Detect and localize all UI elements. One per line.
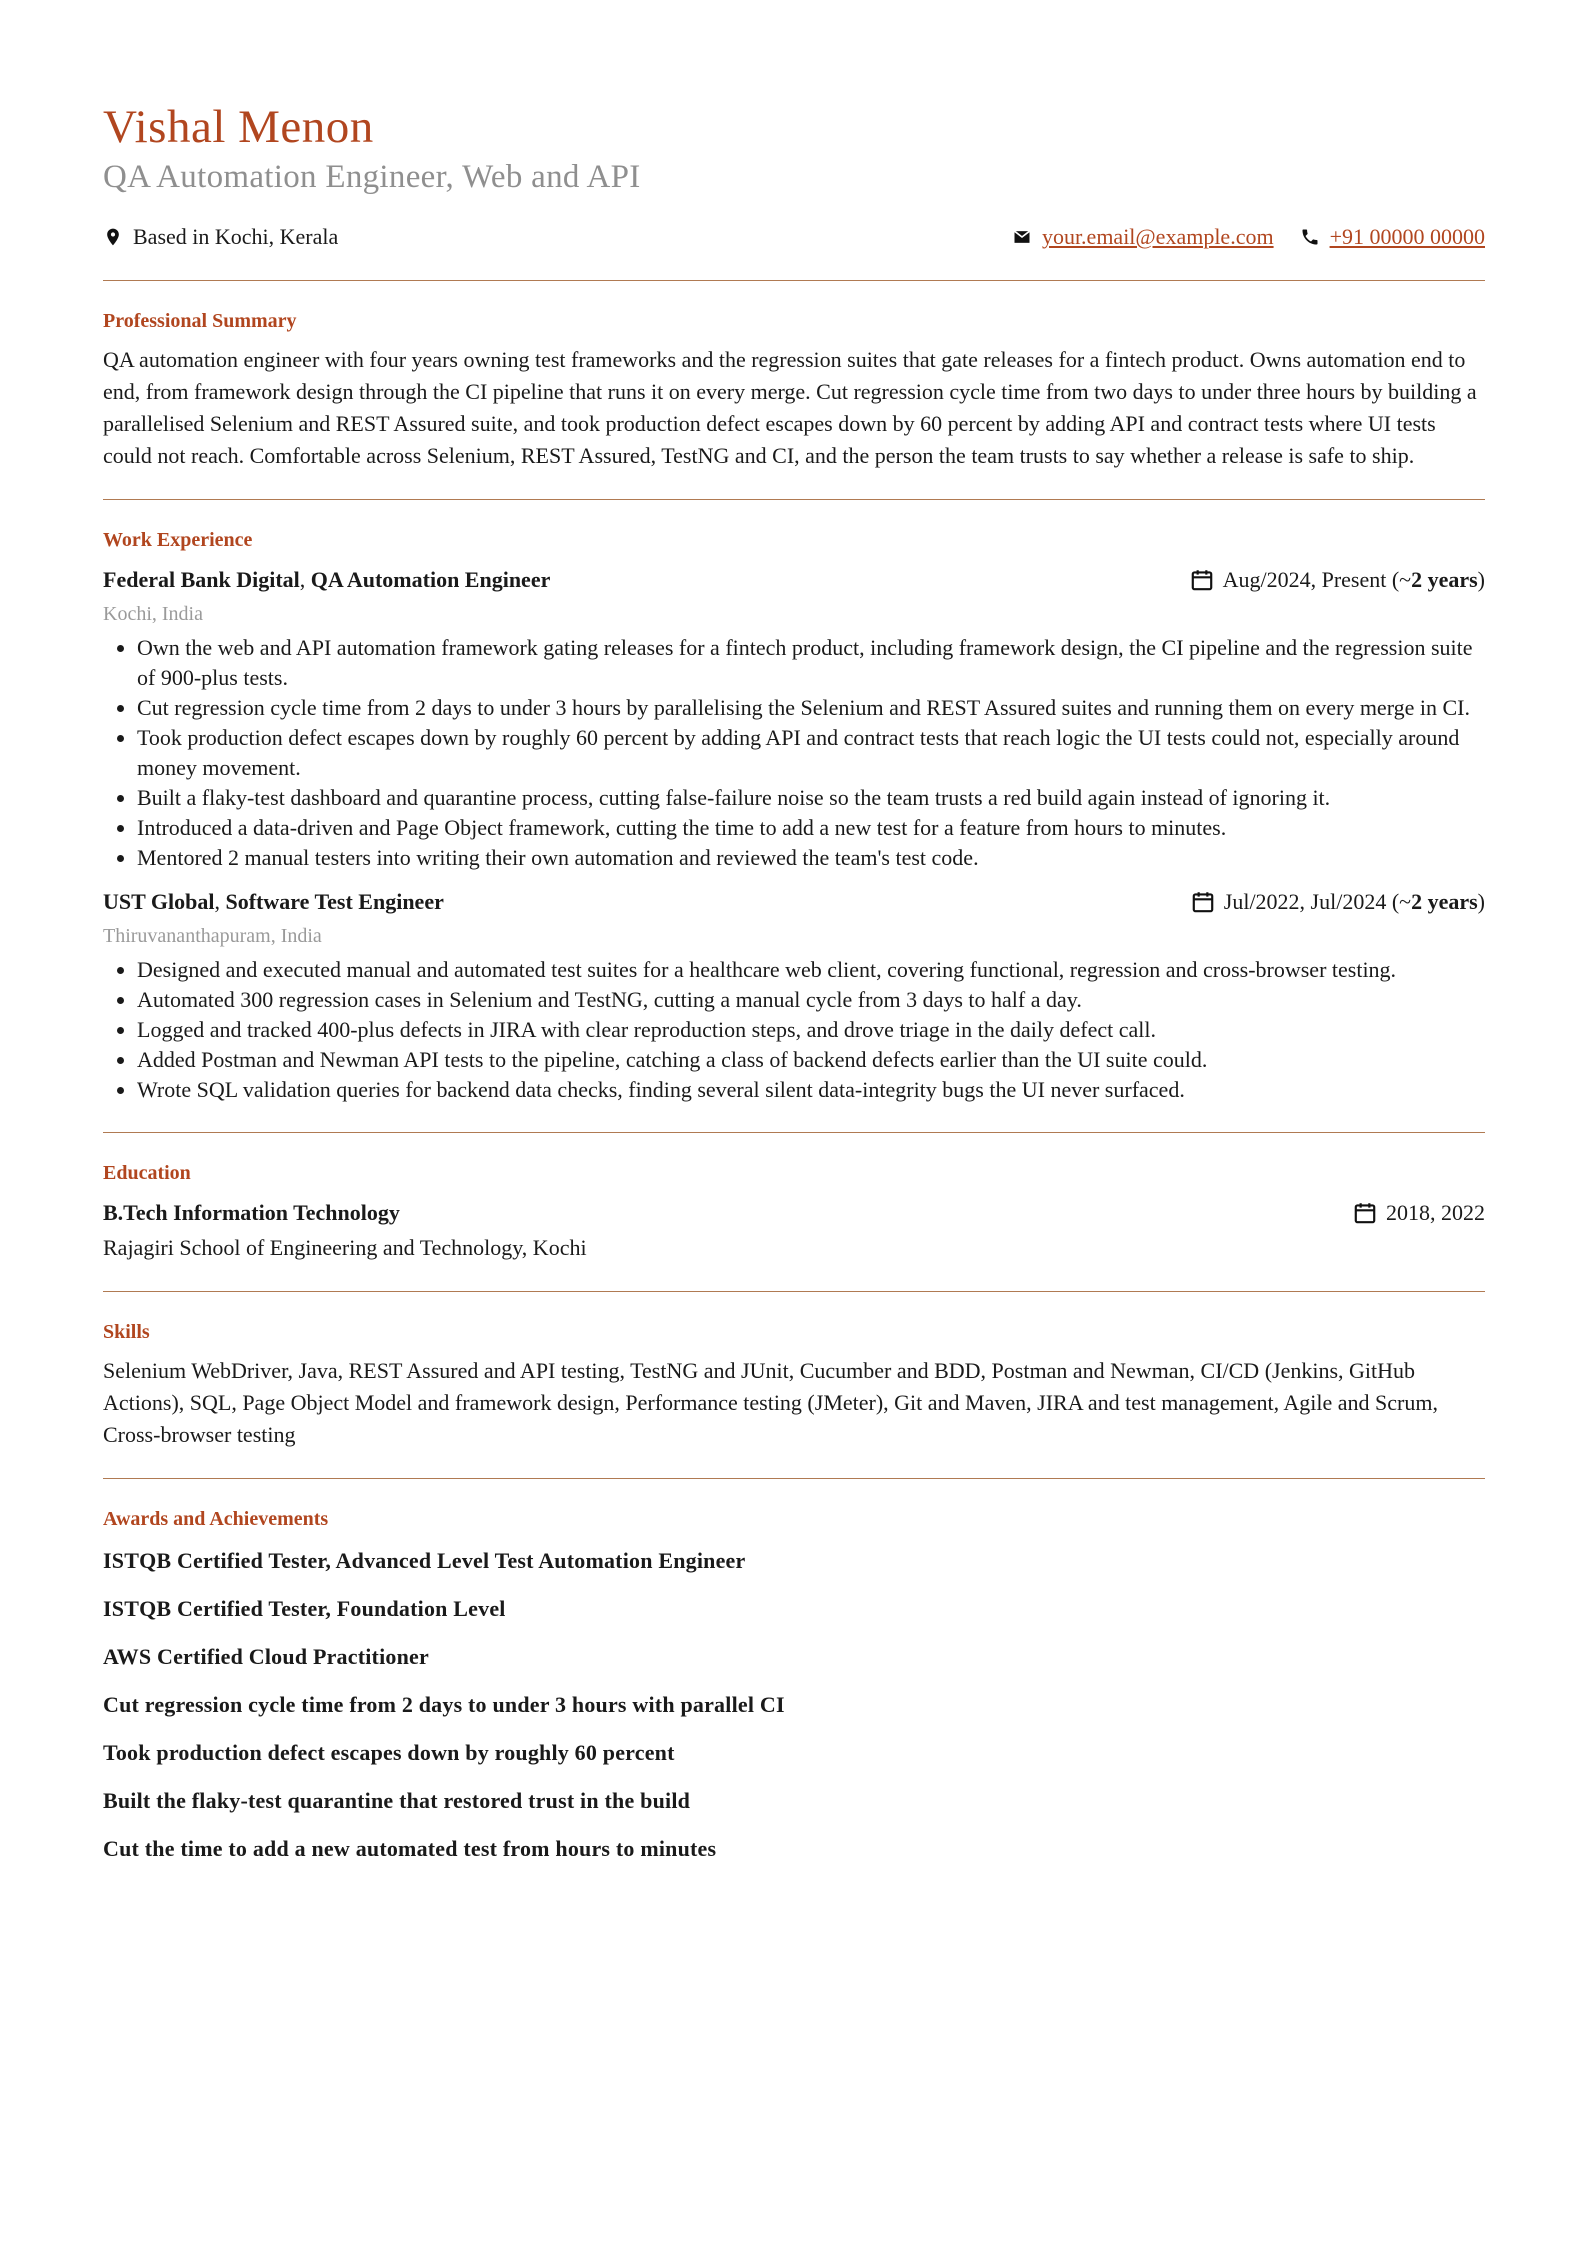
award-item: Cut regression cycle time from 2 days to under 3 hours with parallel CI [103, 1692, 785, 1717]
phone-link[interactable]: +91 00000 00000 [1329, 224, 1485, 249]
phone-item [1300, 224, 1485, 250]
company-name: UST Global [103, 889, 215, 914]
skills-section [103, 1292, 1485, 1478]
section-title: Education [103, 1162, 191, 1184]
job-header [103, 885, 1485, 919]
job-header [103, 563, 1485, 597]
bullet-item: • Logged and tracked 400-plus defects in JIRA with clear reproduction steps, and drove triage in the daily defect call. [137, 1015, 1485, 1045]
calendar-icon [1352, 1200, 1378, 1226]
degree: B.Tech Information Technology [103, 1200, 400, 1225]
bullet-item: • Took production defect escapes down by roughly 60 percent by adding API and contract tests that reach logic the UI tests could not, especially around money movement. [137, 723, 1485, 783]
bullet-item: • Cut regression cycle time from 2 days to under 3 hours by parallelising the Selenium and REST Assured suites and running them on every merge in CI. [137, 693, 1485, 723]
job-role: QA Automation Engineer [310, 567, 551, 592]
job-title-line [103, 885, 444, 919]
award-item: ISTQB Certified Tester, Advanced Level Test Automation Engineer [103, 1548, 746, 1573]
bullet-item: • Wrote SQL validation queries for backend data checks, finding several silent data-integrity bugs the UI never surfaced. [137, 1075, 1485, 1105]
date-suffix: ) [1477, 567, 1485, 592]
location-text: Based in Kochi, Kerala [133, 224, 339, 249]
section-title: Awards and Achievements [103, 1508, 329, 1530]
job-dates [1190, 885, 1485, 919]
bullet-item: • Added Postman and Newman API tests to the pipeline, catching a class of backend defects earlier than the UI suite could. [137, 1045, 1485, 1075]
education-header [103, 1196, 1485, 1230]
calendar-icon [1190, 889, 1216, 915]
map-pin-icon [103, 227, 123, 247]
job-dates [1189, 563, 1485, 597]
envelope-icon [1012, 227, 1032, 247]
award-item: ISTQB Certified Tester, Foundation Level [103, 1596, 506, 1621]
bullet-item: • Introduced a data-driven and Page Object framework, cutting the time to add a new test for a feature from hours to minutes. [137, 813, 1485, 843]
school-name: Rajagiri School of Engineering and Technology, Kochi [103, 1235, 587, 1260]
education-date-range: 2018, 2022 [1386, 1200, 1485, 1225]
section-title: Skills [103, 1321, 150, 1343]
job-role: Software Test Engineer [225, 889, 444, 914]
duration: 2 years [1411, 889, 1478, 914]
title-separator: , [299, 567, 311, 592]
bullet-item: • Automated 300 regression cases in Selenium and TestNG, cutting a manual cycle from 3 days to half a day. [137, 985, 1485, 1015]
skills-text: Selenium WebDriver, Java, REST Assured and API testing, TestNG and JUnit, Cucumber and BDD, Postman and Newman, CI/CD (Jenkins, GitHub Actions), SQL, Page Object Model and framework design, Performance testing (JMeter), Git and Maven, JIRA and test management, Agile and Scrum, Cross-browser testing [103, 1358, 1438, 1447]
job-location: Kochi, India [103, 603, 203, 625]
awards-section [103, 1479, 1485, 1891]
job-title-line [103, 563, 550, 597]
bullet-item: • Own the web and API automation framework gating releases for a fintech product, including framework design, the CI pipeline and the regression suite of 900-plus tests. [137, 633, 1485, 693]
candidate-headline: QA Automation Engineer, Web and API [103, 159, 641, 195]
award-item: Took production defect escapes down by roughly 60 percent [103, 1740, 675, 1765]
experience-section [103, 500, 1485, 1132]
awards-list [103, 1546, 1485, 1864]
bullet-item: • Mentored 2 manual testers into writing their own automation and reviewed the team's test code. [137, 843, 1485, 873]
calendar-icon [1189, 567, 1215, 593]
job-bullets [103, 955, 1485, 1105]
candidate-name: Vishal Menon [103, 101, 374, 153]
date-suffix: ) [1477, 889, 1485, 914]
summary-section [103, 281, 1485, 499]
contact-links [1012, 224, 1485, 250]
bullet-item: • Designed and executed manual and automated test suites for a healthcare web client, covering functional, regression and cross-browser testing. [137, 955, 1485, 985]
award-item: AWS Certified Cloud Practitioner [103, 1644, 429, 1669]
education-section [103, 1133, 1485, 1291]
duration: 2 years [1411, 567, 1478, 592]
company-name: Federal Bank Digital [103, 567, 300, 592]
award-item: Cut the time to add a new automated test from hours to minutes [103, 1836, 717, 1861]
section-title: Work Experience [103, 529, 253, 551]
education-dates [1352, 1196, 1485, 1230]
summary-text: QA automation engineer with four years owning test frameworks and the regression suites that gate releases for a fintech product. Owns automation end to end, from framework design through the CI pipeline that runs it on every merge. Cut regression cycle time from two days to under three hours by building a parallelised Selenium and REST Assured suite, and took production defect escapes down by 60 percent by adding API and contract tests where UI tests could not reach. Comfortable across Selenium, REST Assured, TestNG and CI, and the person the team trusts to say whether a release is safe to ship. [103, 347, 1477, 468]
job-entry [103, 563, 1485, 873]
email-link[interactable]: your.email@example.com [1041, 224, 1274, 249]
email-item [1012, 224, 1274, 250]
job-entry [103, 885, 1485, 1105]
title-separator: , [214, 889, 226, 914]
phone-icon [1300, 227, 1320, 247]
bullet-item: • Built a flaky-test dashboard and quarantine process, cutting false-failure noise so the team trusts a red build again instead of ignoring it. [137, 783, 1485, 813]
contact-row [103, 220, 1485, 254]
date-range: Aug/2024, Present (~ [1222, 567, 1412, 592]
job-bullets [103, 633, 1485, 873]
award-item: Built the flaky-test quarantine that restored trust in the build [103, 1788, 691, 1813]
section-title: Professional Summary [103, 310, 297, 332]
date-range: Jul/2022, Jul/2024 (~ [1223, 889, 1412, 914]
contact-location [103, 224, 338, 250]
job-location: Thiruvananthapuram, India [103, 925, 322, 947]
